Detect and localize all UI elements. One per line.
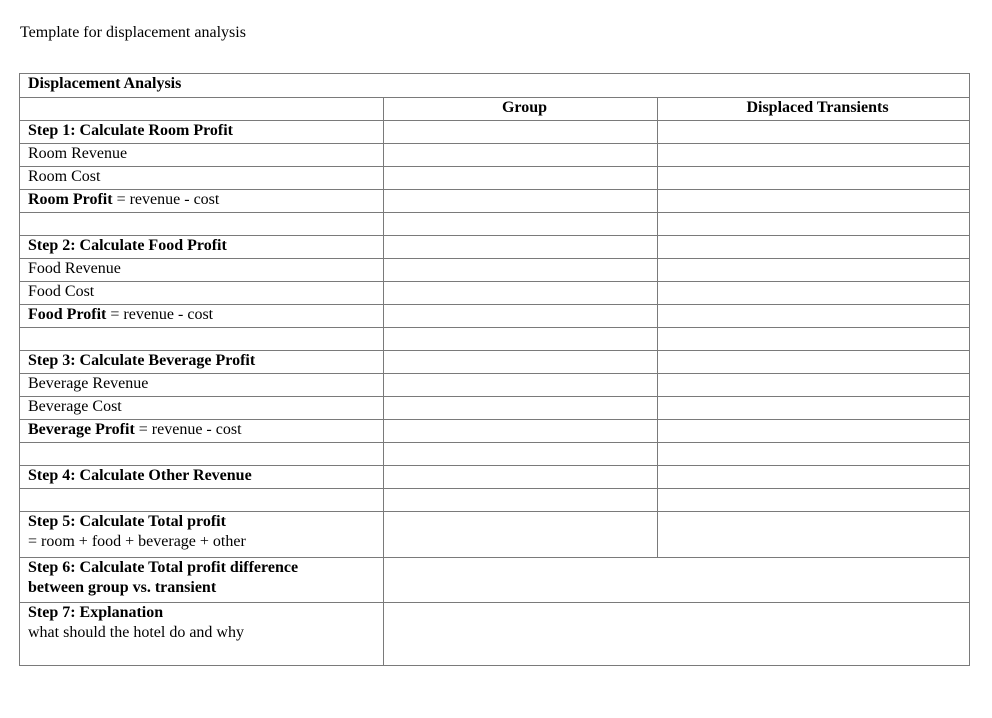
displacement-analysis-table (19, 73, 970, 666)
table-row (20, 374, 970, 397)
beverage-revenue-label: Beverage Revenue (20, 374, 384, 397)
spacer-cell[interactable] (658, 213, 970, 236)
step5-heading: Step 5: Calculate Total profit (28, 513, 226, 530)
step7-subtext: what should the hotel do and why (28, 624, 244, 641)
table-row (20, 351, 970, 374)
beverage-profit-label (20, 420, 384, 443)
displaced-food-profit-cell[interactable] (658, 305, 970, 328)
table-row (20, 603, 970, 666)
spacer-cell[interactable] (384, 489, 658, 512)
table-row (20, 236, 970, 259)
step3-heading: Step 3: Calculate Beverage Profit (20, 351, 384, 374)
food-cost-label: Food Cost (20, 282, 384, 305)
group-beverage-revenue-cell[interactable] (384, 374, 658, 397)
displaced-room-profit-cell[interactable] (658, 190, 970, 213)
food-revenue-label: Food Revenue (20, 259, 384, 282)
spacer-row (20, 213, 970, 236)
food-profit-label (20, 305, 384, 328)
spacer-cell (20, 328, 384, 351)
displaced-room-profit-header-cell[interactable] (658, 121, 970, 144)
table-title-row (20, 74, 970, 98)
room-profit-term: Room Profit (28, 191, 113, 208)
table-row (20, 466, 970, 489)
food-profit-term: Food Profit (28, 306, 107, 323)
table-row (20, 190, 970, 213)
header-blank-cell (20, 98, 384, 121)
spacer-cell (20, 489, 384, 512)
displaced-room-cost-cell[interactable] (658, 167, 970, 190)
profit-difference-cell[interactable] (384, 558, 970, 603)
spacer-cell[interactable] (384, 213, 658, 236)
table-title: Displacement Analysis (20, 74, 970, 98)
spacer-cell (20, 443, 384, 466)
displaced-room-revenue-cell[interactable] (658, 144, 970, 167)
beverage-profit-term: Beverage Profit (28, 421, 135, 438)
table-row (20, 397, 970, 420)
spacer-cell[interactable] (658, 328, 970, 351)
explanation-cell[interactable] (384, 603, 970, 666)
group-food-revenue-cell[interactable] (384, 259, 658, 282)
spacer-row (20, 443, 970, 466)
group-room-cost-cell[interactable] (384, 167, 658, 190)
group-room-profit-header-cell[interactable] (384, 121, 658, 144)
spacer-cell[interactable] (658, 489, 970, 512)
column-header-row (20, 98, 970, 121)
column-header-displaced-transients: Displaced Transients (658, 98, 970, 121)
table-row (20, 282, 970, 305)
displaced-total-profit-cell[interactable] (658, 512, 970, 558)
room-profit-label (20, 190, 384, 213)
table-row (20, 558, 970, 603)
room-profit-formula: = revenue - cost (112, 191, 220, 208)
table-row (20, 420, 970, 443)
room-revenue-label: Room Revenue (20, 144, 384, 167)
table-row (20, 121, 970, 144)
step1-heading: Step 1: Calculate Room Profit (20, 121, 384, 144)
table-row (20, 167, 970, 190)
step4-heading: Step 4: Calculate Other Revenue (20, 466, 384, 489)
group-beverage-profit-header-cell[interactable] (384, 351, 658, 374)
group-total-profit-cell[interactable] (384, 512, 658, 558)
table-row (20, 144, 970, 167)
spacer-cell (20, 213, 384, 236)
spacer-cell[interactable] (384, 328, 658, 351)
group-room-revenue-cell[interactable] (384, 144, 658, 167)
displaced-food-profit-header-cell[interactable] (658, 236, 970, 259)
food-profit-formula: = revenue - cost (106, 306, 214, 323)
group-other-revenue-cell[interactable] (384, 466, 658, 489)
displaced-beverage-profit-cell[interactable] (658, 420, 970, 443)
table-row (20, 512, 970, 558)
spacer-row (20, 489, 970, 512)
table-row (20, 305, 970, 328)
displaced-other-revenue-cell[interactable] (658, 466, 970, 489)
displaced-beverage-cost-cell[interactable] (658, 397, 970, 420)
room-cost-label: Room Cost (20, 167, 384, 190)
step5-cell (20, 512, 384, 558)
step2-heading: Step 2: Calculate Food Profit (20, 236, 384, 259)
group-room-profit-cell[interactable] (384, 190, 658, 213)
step7-heading: Step 7: Explanation (28, 604, 164, 621)
displaced-beverage-revenue-cell[interactable] (658, 374, 970, 397)
displaced-beverage-profit-header-cell[interactable] (658, 351, 970, 374)
step6-heading-line1: Step 6: Calculate Total profit difference (28, 559, 299, 576)
beverage-profit-formula: = revenue - cost (134, 421, 242, 438)
step6-heading-line2: between group vs. transient (28, 579, 217, 596)
spacer-cell[interactable] (384, 443, 658, 466)
beverage-cost-label: Beverage Cost (20, 397, 384, 420)
step6-cell (20, 558, 384, 603)
group-food-cost-cell[interactable] (384, 282, 658, 305)
group-beverage-profit-cell[interactable] (384, 420, 658, 443)
step7-cell (20, 603, 384, 666)
group-food-profit-header-cell[interactable] (384, 236, 658, 259)
displaced-food-revenue-cell[interactable] (658, 259, 970, 282)
spacer-row (20, 328, 970, 351)
column-header-group: Group (384, 98, 658, 121)
displaced-food-cost-cell[interactable] (658, 282, 970, 305)
group-food-profit-cell[interactable] (384, 305, 658, 328)
table-row (20, 259, 970, 282)
step5-formula: = room + food + beverage + other (28, 533, 246, 550)
spacer-cell[interactable] (658, 443, 970, 466)
document-title: Template for displacement analysis (20, 24, 246, 41)
group-beverage-cost-cell[interactable] (384, 397, 658, 420)
